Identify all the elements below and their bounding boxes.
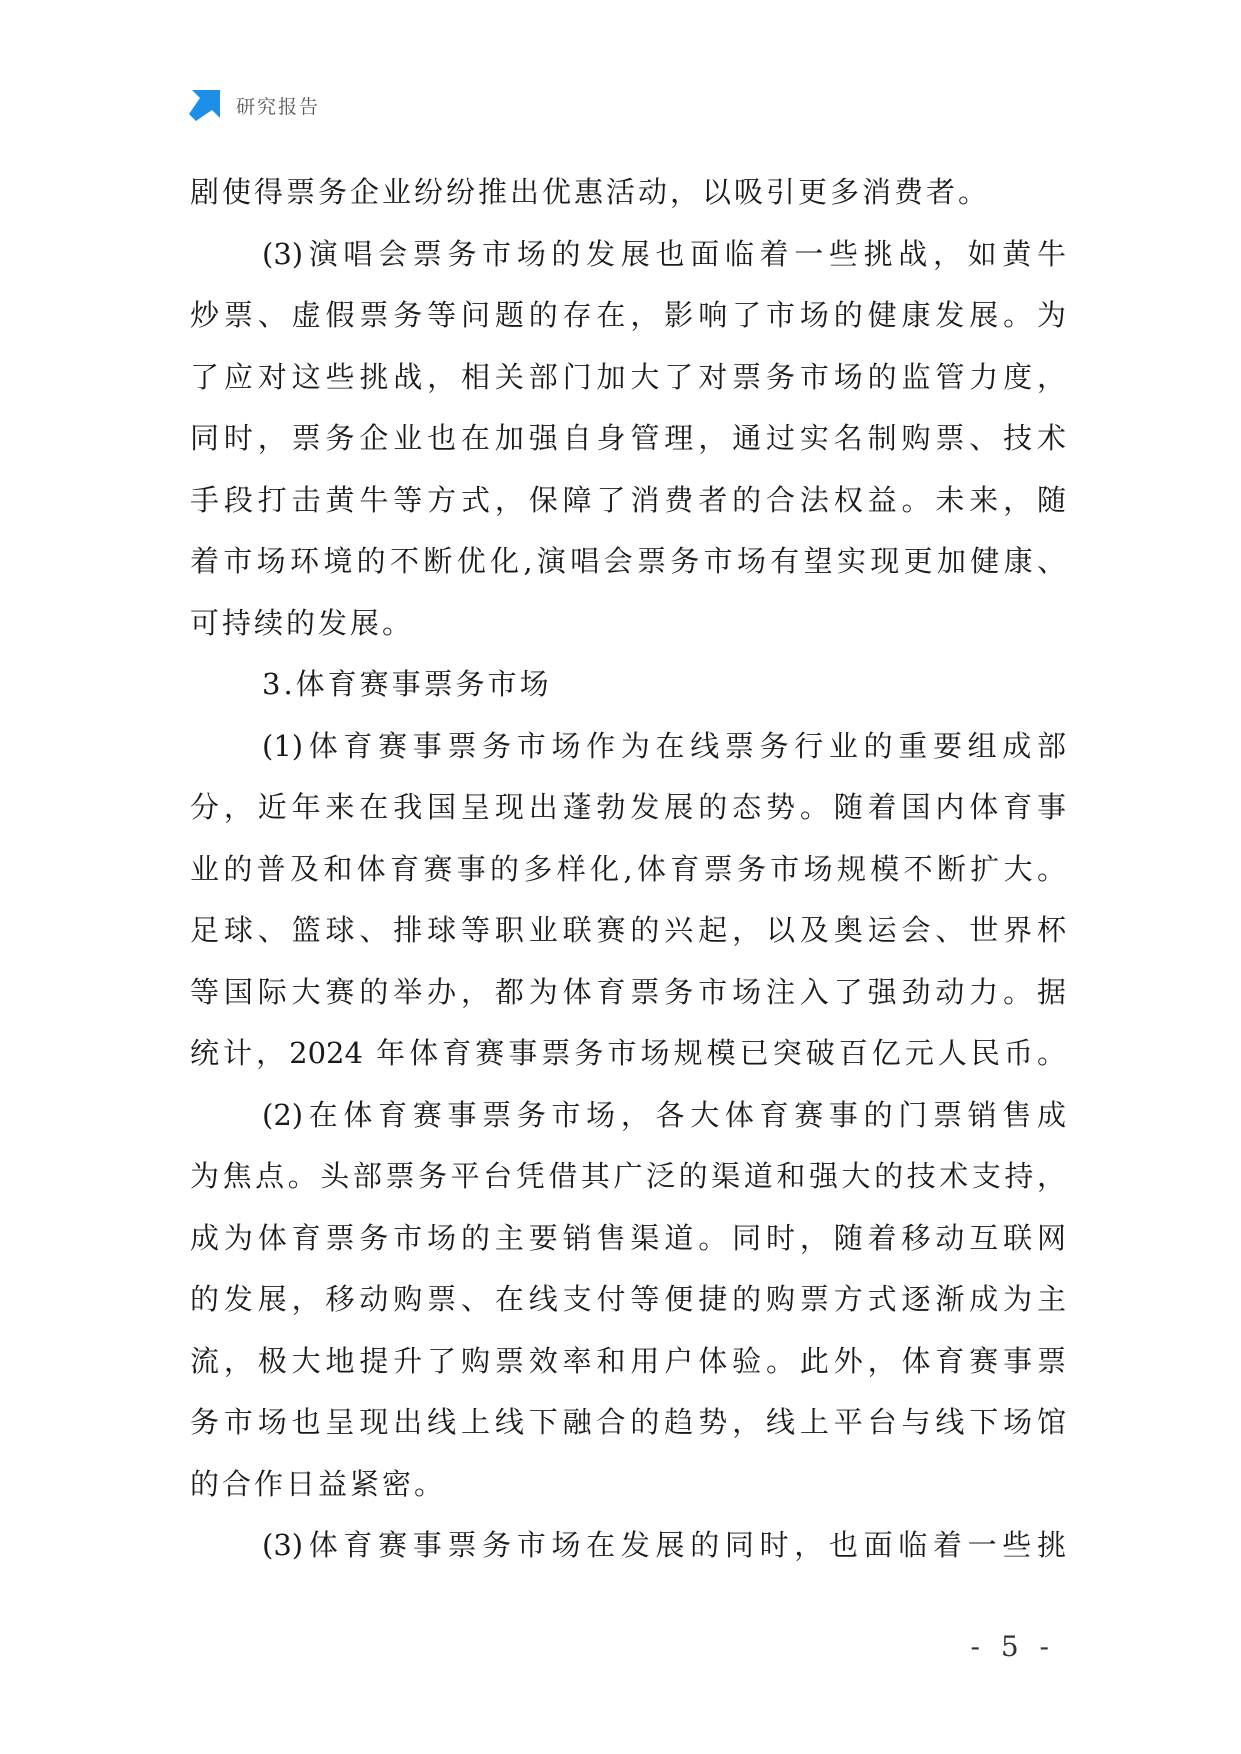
page-header [188, 88, 320, 122]
text-line: 剧使得票务企业纷纷推出优惠活动，以吸引更多消费者。 [190, 175, 991, 209]
text-line: 分，近年来在我国呈现出蓬勃发展的态势。随着国内体育事 [190, 790, 1066, 824]
section-heading: 3.体育赛事票务市场 [262, 667, 552, 701]
text-line: 炒票、虚假票务等问题的存在，影响了市场的健康发展。为 [190, 298, 1066, 332]
arrow-up-right-icon [188, 88, 222, 122]
text-line: 务市场也呈现出线上线下融合的趋势，线上平台与线下场馆 [190, 1405, 1066, 1439]
text-line: (2)在体育赛事票务市场，各大体育赛事的门票销售成 [262, 1097, 1066, 1132]
text-line: 的合作日益紧密。 [190, 1466, 447, 1501]
text-line: 的发展，移动购票、在线支付等便捷的购票方式逐渐成为主 [190, 1282, 1066, 1316]
text-line: 可持续的发展。 [190, 605, 415, 640]
document-body [190, 162, 1066, 1577]
text-line: (3)体育赛事票务市场在发展的同时，也面临着一些挑 [262, 1528, 1066, 1562]
text-line: 手段打击黄牛等方式，保障了消费者的合法权益。未来，随 [190, 482, 1066, 517]
text-line: 着市场环境的不断优化,演唱会票务市场有望实现更加健康、 [190, 544, 1066, 578]
text-line: 足球、篮球、排球等职业联赛的兴起，以及奥运会、世界杯 [190, 913, 1066, 947]
header-title: 研究报告 [236, 95, 321, 118]
text-line: 成为体育票务市场的主要销售渠道。同时，随着移动互联网 [190, 1220, 1066, 1255]
text-line: (1)体育赛事票务市场作为在线票务行业的重要组成部 [262, 728, 1066, 763]
text-line: 统计，2024 年体育赛事票务市场规模已突破百亿元人民币。 [190, 1036, 1066, 1070]
text-line: 了应对这些挑战，相关部门加大了对票务市场的监管力度， [190, 359, 1066, 394]
text-line: 同时，票务企业也在加强自身管理，通过实名制购票、技术 [190, 421, 1066, 455]
text-line: 为焦点。头部票务平台凭借其广泛的渠道和强大的技术支持， [190, 1159, 1066, 1193]
text-line: 流，极大地提升了购票效率和用户体验。此外，体育赛事票 [190, 1343, 1066, 1378]
page-number: - 5 - [970, 1630, 1055, 1663]
text-line: 业的普及和体育赛事的多样化,体育票务市场规模不断扩大。 [190, 851, 1066, 886]
text-line: 等国际大赛的举办，都为体育票务市场注入了强劲动力。据 [190, 974, 1066, 1009]
text-line: (3)演唱会票务市场的发展也面临着一些挑战，如黄牛 [262, 236, 1066, 271]
